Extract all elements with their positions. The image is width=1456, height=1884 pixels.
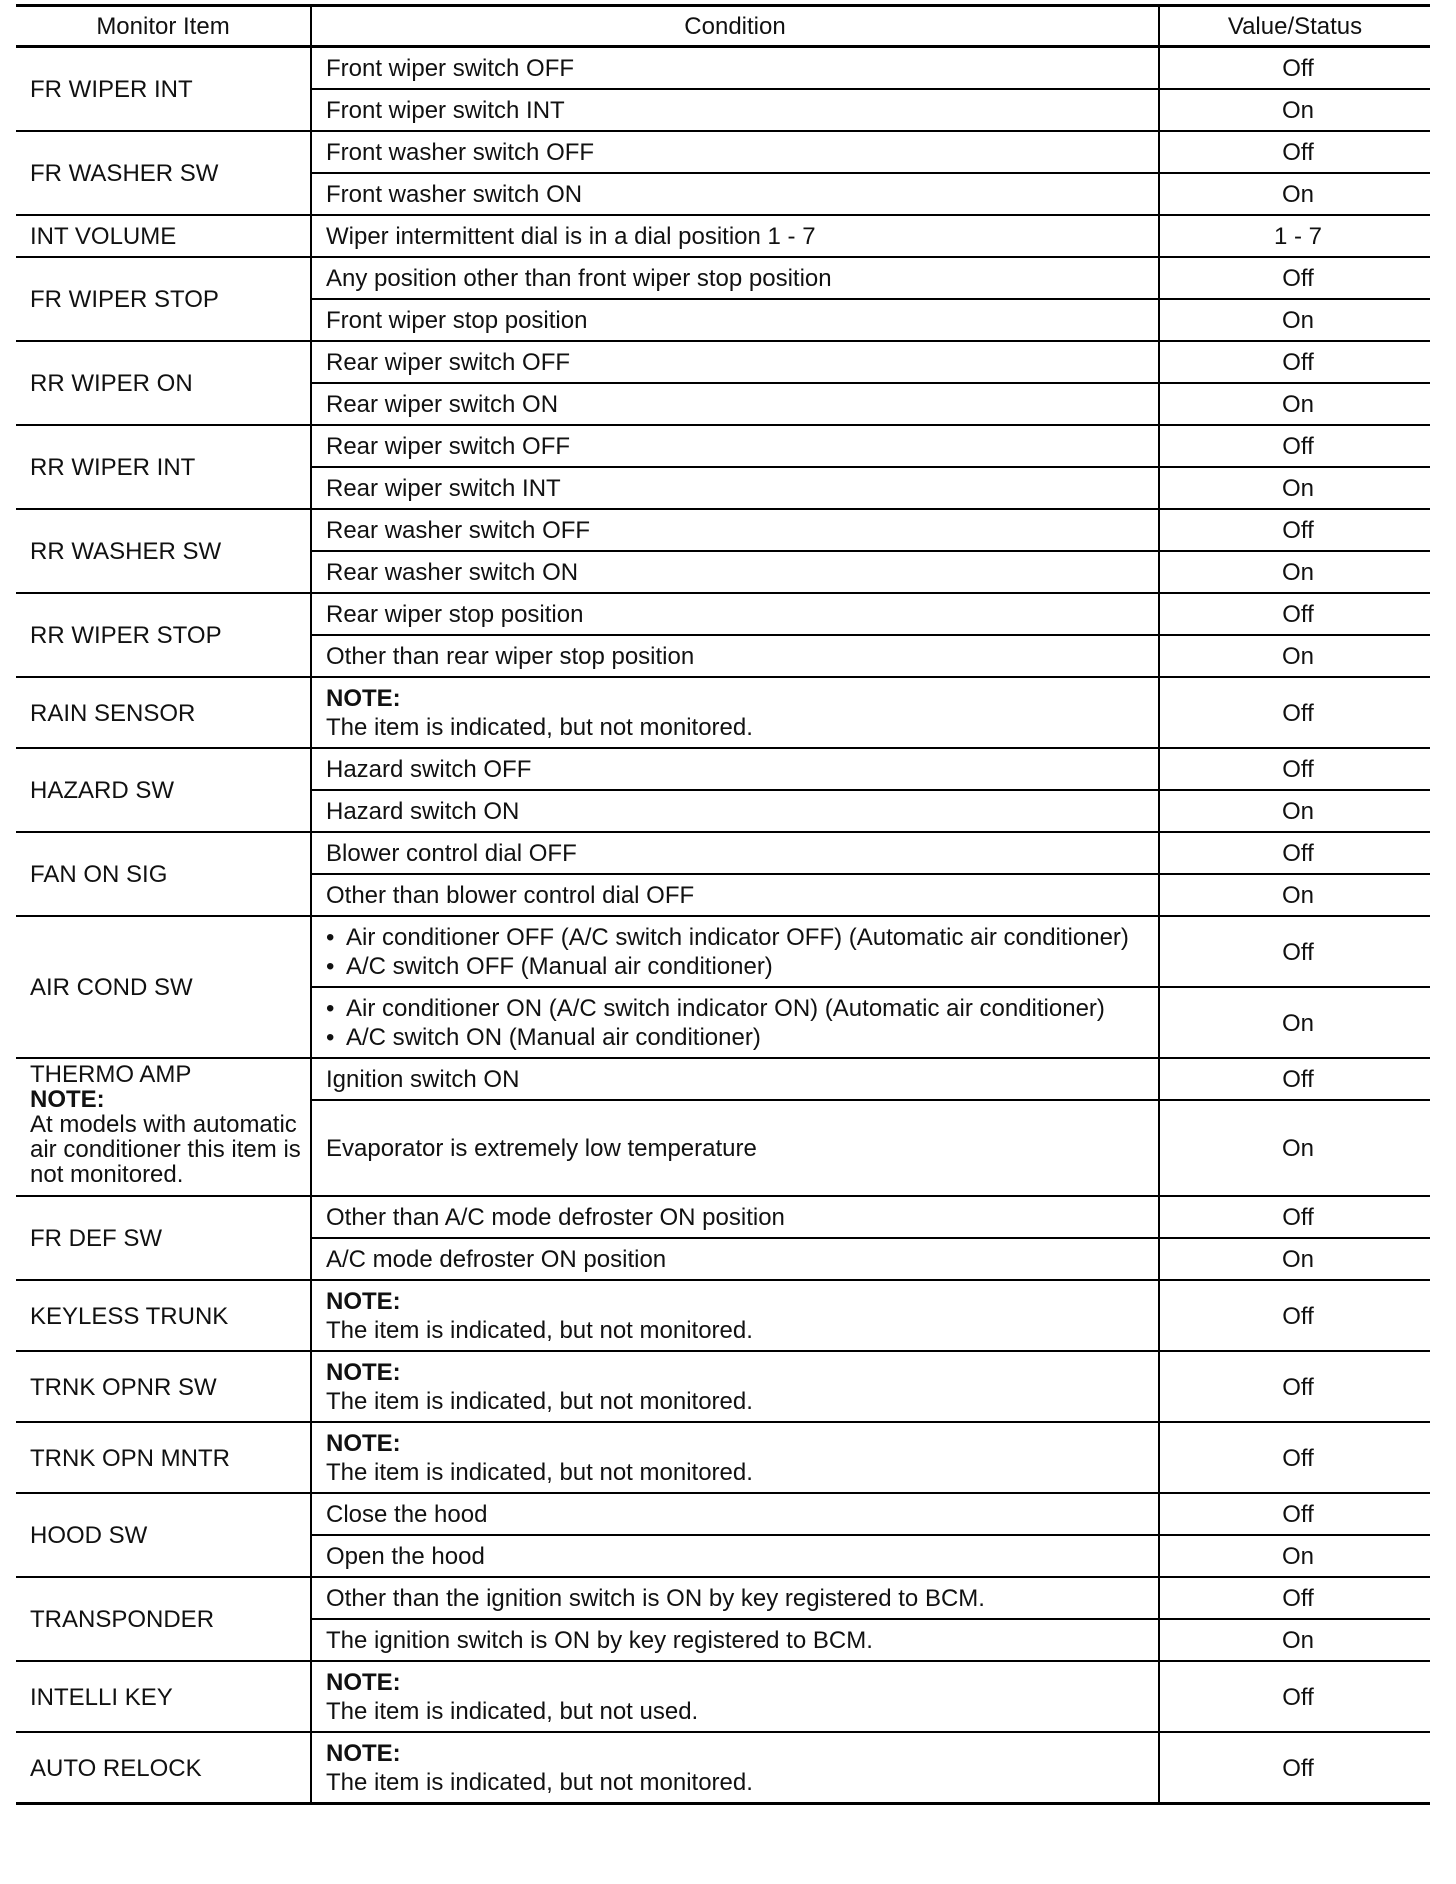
condition-cell: Front wiper switch INT: [311, 89, 1159, 131]
table-row: [16, 1732, 1430, 1804]
condition-cell: Evaporator is extremely low temperature: [311, 1100, 1159, 1196]
value-status-cell: On: [1159, 635, 1430, 677]
condition-cell: Front wiper stop position: [311, 299, 1159, 341]
monitor-item-name: THERMO AMP: [30, 1061, 192, 1088]
table-body: [16, 47, 1430, 1804]
monitor-item-cell: [16, 425, 311, 509]
monitor-item-name: FR WIPER INT: [30, 76, 193, 103]
monitor-item-name: RAIN SENSOR: [30, 699, 196, 727]
condition-cell: Front washer switch ON: [311, 173, 1159, 215]
value-status-cell: Off: [1159, 593, 1430, 635]
monitor-item-cell: [16, 1196, 311, 1280]
table-row: [16, 1577, 1430, 1619]
note-label: NOTE:: [30, 1086, 105, 1113]
condition-cell: Rear washer switch OFF: [311, 509, 1159, 551]
monitor-item-name: HOOD SW: [30, 1522, 148, 1549]
note-text: The item is indicated, but not monitored.: [326, 1769, 753, 1796]
value-status-cell: Off: [1159, 1196, 1430, 1238]
monitor-item-cell: [16, 1422, 311, 1493]
condition-cell: [311, 1351, 1159, 1422]
note-label: NOTE:: [326, 1740, 401, 1767]
value-status-cell: Off: [1159, 509, 1430, 551]
monitor-item-name: INT VOLUME: [30, 223, 177, 250]
value-status-cell: Off: [1159, 916, 1430, 987]
table-row: [16, 832, 1430, 874]
condition-cell: Rear wiper switch INT: [311, 467, 1159, 509]
monitor-item-name: FAN ON SIG: [30, 861, 168, 888]
monitor-item-name: AIR COND SW: [30, 974, 193, 1001]
condition-cell: Ignition switch ON: [311, 1058, 1159, 1100]
condition-cell: Close the hood: [311, 1493, 1159, 1535]
table-header: [16, 6, 1430, 47]
condition-cell: Front wiper switch OFF: [311, 47, 1159, 90]
monitor-item-name: RR WIPER STOP: [30, 622, 222, 649]
monitor-item-table: [16, 4, 1430, 1805]
monitor-item-name: HAZARD SW: [30, 777, 174, 804]
condition-cell: Other than the ignition switch is ON by key registered to BCM.: [311, 1577, 1159, 1619]
table-row: [16, 593, 1430, 635]
table-row: [16, 1280, 1430, 1351]
condition-cell: Rear wiper stop position: [311, 593, 1159, 635]
value-status-cell: On: [1159, 467, 1430, 509]
note-text: The item is indicated, but not monitored.: [326, 714, 753, 741]
monitor-item-name: RR WASHER SW: [30, 538, 222, 565]
monitor-item-name: FR DEF SW: [30, 1225, 162, 1252]
condition-cell: Hazard switch OFF: [311, 748, 1159, 790]
condition-cell: Other than A/C mode defroster ON position: [311, 1196, 1159, 1238]
table-row: [16, 1661, 1430, 1732]
bullet-item: • Air conditioner OFF (A/C switch indicator OFF) (Automatic air conditioner): [326, 923, 1150, 952]
note-text: The item is indicated, but not monitored.: [326, 1317, 753, 1344]
value-status-cell: Off: [1159, 1351, 1430, 1422]
monitor-item-cell: [16, 1732, 311, 1804]
monitor-item-cell: [16, 677, 311, 748]
condition-cell: Front washer switch OFF: [311, 131, 1159, 173]
header-condition: Condition: [311, 6, 1159, 47]
table-row: [16, 748, 1430, 790]
monitor-item-name: TRNK OPNR SW: [30, 1373, 217, 1401]
value-status-cell: On: [1159, 299, 1430, 341]
value-status-cell: Off: [1159, 1577, 1430, 1619]
monitor-item-cell: [16, 1661, 311, 1732]
note-label: NOTE:: [326, 1359, 401, 1386]
value-status-cell: Off: [1159, 1422, 1430, 1493]
monitor-item-cell: [16, 47, 311, 132]
value-status-cell: Off: [1159, 425, 1430, 467]
table-row: [16, 1422, 1430, 1493]
monitor-item-name: KEYLESS TRUNK: [30, 1302, 229, 1330]
table-row: [16, 215, 1430, 257]
monitor-item-cell: [16, 215, 311, 257]
table-row: [16, 131, 1430, 173]
monitor-item-name: RR WIPER ON: [30, 370, 193, 397]
value-status-cell: Off: [1159, 1661, 1430, 1732]
condition-cell: Other than blower control dial OFF: [311, 874, 1159, 916]
condition-cell: Wiper intermittent dial is in a dial position 1 - 7: [311, 215, 1159, 257]
monitor-item-cell: [16, 509, 311, 593]
value-status-cell: Off: [1159, 677, 1430, 748]
monitor-item-name: FR WASHER SW: [30, 160, 219, 187]
condition-cell: [311, 916, 1159, 987]
table-row: [16, 1351, 1430, 1422]
monitor-item-name: INTELLI KEY: [30, 1683, 173, 1711]
table-row: [16, 1493, 1430, 1535]
monitor-item-name: TRANSPONDER: [30, 1606, 215, 1633]
condition-cell: [311, 1661, 1159, 1732]
note-text: At models with automatic air conditioner this item is not monitored.: [30, 1111, 301, 1188]
table-row: [16, 1196, 1430, 1238]
monitor-item-cell: [16, 1493, 311, 1577]
note-text: The item is indicated, but not monitored.: [326, 1459, 753, 1486]
monitor-item-cell: [16, 748, 311, 832]
monitor-item-cell: [16, 131, 311, 215]
header-row: [16, 6, 1430, 47]
condition-bullet-list: [326, 994, 1150, 1052]
condition-cell: [311, 1280, 1159, 1351]
table-row: [16, 916, 1430, 987]
monitor-item-name: RR WIPER INT: [30, 454, 196, 481]
note-label: NOTE:: [326, 1669, 401, 1696]
table-row: [16, 509, 1430, 551]
note-text: The item is indicated, but not monitored.: [326, 1388, 753, 1415]
monitor-item-name: AUTO RELOCK: [30, 1754, 202, 1782]
value-status-cell: Off: [1159, 748, 1430, 790]
bullet-item: • Air conditioner ON (A/C switch indicator ON) (Automatic air conditioner): [326, 994, 1150, 1023]
condition-cell: Other than rear wiper stop position: [311, 635, 1159, 677]
condition-cell: [311, 1422, 1159, 1493]
value-status-cell: On: [1159, 987, 1430, 1058]
monitor-item-cell: [16, 1577, 311, 1661]
condition-cell: Hazard switch ON: [311, 790, 1159, 832]
monitor-item-name: FR WIPER STOP: [30, 286, 219, 313]
table-row: [16, 677, 1430, 748]
header-value-status: Value/Status: [1159, 6, 1430, 47]
table-row: [16, 1058, 1430, 1100]
value-status-cell: Off: [1159, 1058, 1430, 1100]
monitor-item-cell: [16, 916, 311, 1058]
value-status-cell: Off: [1159, 832, 1430, 874]
condition-cell: The ignition switch is ON by key registered to BCM.: [311, 1619, 1159, 1661]
table-row: [16, 47, 1430, 90]
table-row: [16, 341, 1430, 383]
condition-cell: Blower control dial OFF: [311, 832, 1159, 874]
value-status-cell: Off: [1159, 47, 1430, 90]
condition-cell: [311, 677, 1159, 748]
note-label: NOTE:: [326, 1288, 401, 1315]
value-status-cell: Off: [1159, 131, 1430, 173]
monitor-item-cell: [16, 832, 311, 916]
condition-cell: Rear washer switch ON: [311, 551, 1159, 593]
note-label: NOTE:: [326, 685, 401, 712]
value-status-cell: On: [1159, 89, 1430, 131]
condition-cell: [311, 1732, 1159, 1804]
value-status-cell: On: [1159, 1100, 1430, 1196]
condition-cell: [311, 987, 1159, 1058]
value-status-cell: On: [1159, 173, 1430, 215]
note-text: The item is indicated, but not used.: [326, 1698, 699, 1725]
value-status-cell: Off: [1159, 257, 1430, 299]
value-status-cell: Off: [1159, 1732, 1430, 1804]
value-status-cell: Off: [1159, 341, 1430, 383]
monitor-item-cell: [16, 1351, 311, 1422]
condition-cell: Any position other than front wiper stop position: [311, 257, 1159, 299]
value-status-cell: Off: [1159, 1493, 1430, 1535]
monitor-item-cell: [16, 257, 311, 341]
value-status-cell: Off: [1159, 1280, 1430, 1351]
table-row: [16, 257, 1430, 299]
value-status-cell: On: [1159, 1238, 1430, 1280]
value-status-cell: On: [1159, 383, 1430, 425]
condition-cell: Rear wiper switch OFF: [311, 425, 1159, 467]
monitor-item-cell: [16, 1280, 311, 1351]
condition-bullet-list: [326, 923, 1150, 981]
value-status-cell: On: [1159, 551, 1430, 593]
monitor-item-cell: [16, 593, 311, 677]
condition-cell: A/C mode defroster ON position: [311, 1238, 1159, 1280]
monitor-item-name: TRNK OPN MNTR: [30, 1444, 230, 1472]
monitor-item-cell: [16, 1058, 311, 1196]
value-status-cell: On: [1159, 874, 1430, 916]
bullet-item: • A/C switch OFF (Manual air conditioner): [326, 952, 1150, 981]
monitor-item-cell: [16, 341, 311, 425]
condition-cell: Rear wiper switch OFF: [311, 341, 1159, 383]
value-status-cell: On: [1159, 1535, 1430, 1577]
bullet-item: • A/C switch ON (Manual air conditioner): [326, 1023, 1150, 1052]
table-row: [16, 425, 1430, 467]
condition-cell: Open the hood: [311, 1535, 1159, 1577]
value-status-cell: On: [1159, 1619, 1430, 1661]
condition-cell: Rear wiper switch ON: [311, 383, 1159, 425]
note-label: NOTE:: [326, 1430, 401, 1457]
value-status-cell: 1 - 7: [1159, 215, 1430, 257]
header-monitor-item: Monitor Item: [16, 6, 311, 47]
value-status-cell: On: [1159, 790, 1430, 832]
